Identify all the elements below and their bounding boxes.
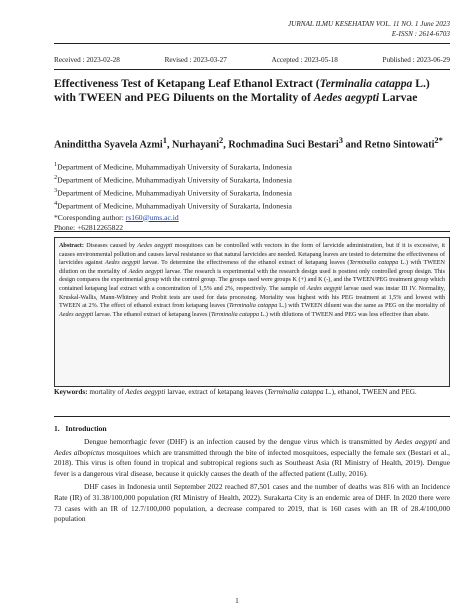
paragraph [54, 437, 450, 479]
author-name: and Retno Sintowati [343, 139, 435, 151]
submission-dates [54, 56, 450, 64]
affiliation-text: Department of Medicine, Muhammadiyah University of Surakarta, Indonesia [57, 201, 292, 211]
title-text: L.) with TWEEN and PEG Diluents on the Mortality of [54, 77, 430, 104]
affiliation-line [54, 186, 446, 199]
author-sup: 3 [338, 135, 343, 145]
title-species: Terminalia catappa [319, 77, 413, 90]
journal-volume: JURNAL ILMU KESEHATAN VOL. 11 NO. 1 June 2023 [287, 20, 450, 28]
affiliation-line [54, 160, 446, 173]
title-text: Effectiveness Test of Ketapang Leaf Ethanol Extract ( [54, 77, 320, 90]
affiliation-sup: 1 [54, 161, 58, 168]
keywords-label: Keywords: [54, 388, 88, 396]
abstract-span: L.) with TWEEN diluent was the same as PEG on the mortality of [277, 303, 445, 310]
abstract-text [59, 242, 445, 319]
author-sup: 2 [219, 135, 224, 145]
dates-rule [54, 69, 450, 70]
abstract-species: Aedes aegypti [128, 268, 164, 275]
keyword-span: mortality of [87, 388, 126, 396]
affil-rule [54, 231, 450, 232]
keywords-rule [54, 416, 450, 417]
date-accepted: Accepted : 2023-05-18 [271, 56, 338, 64]
abstract-species: Aedes aegypti [104, 260, 141, 267]
affiliation-line [54, 199, 446, 212]
paper-title [54, 77, 446, 105]
abstract-species: Aedes aegypti [59, 311, 94, 318]
body-species: Aedes aegypti [394, 437, 437, 446]
abstract-box [54, 237, 450, 387]
abstract-span: L.) with dilutions of TWEEN and PEG was less effective than abate. [259, 311, 430, 318]
paragraph: DHF cases in Indonesia until September 2022 reached 87,501 cases and the number of deaths was 816 with an Incidence Rate (IR) of 31.38/100,000 population (RI Ministry of Health, 2022). Surakarta City is an endemic area of DHF. In 2020 there were 73 cases with an IR of 12.7/100,000 population, a decrease compared to 2019, that is 160 cases with an IR of 28.4/100,000 population [54, 482, 450, 524]
email-link[interactable]: rs160@ums.ac.id [125, 212, 179, 222]
abstract-label: Abstract: [59, 243, 84, 249]
author-name: , Rochmadina Suci Bestari [223, 139, 339, 151]
body-span: and [436, 437, 451, 446]
header-rule [54, 43, 450, 44]
abstract-species: Aedes aegypti [137, 243, 173, 249]
affiliation-text: Department of Medicine, Muhammadiyah University of Surakarta, Indonesia [57, 162, 292, 172]
abstract-species: Terminalia catappa [229, 303, 278, 310]
body-span: Dengue hemorrhagic fever (DHF) is an infection caused by the dengue virus which is transmitted by [84, 437, 395, 446]
keyword-species: Terminalia catappa [267, 388, 324, 396]
abstract-span: larvae. The research is experimental with the research design used is posttest only controlled group design. This design compares the experimental group with the control group. The groups used were groups K (+) and K (-), and the TWEEN/PEG treatment group which contained ketapang leaf extract with a concentration of 1,5% and 2%, respectively. The sample of [59, 268, 445, 292]
journal-issn: E-ISSN : 2614-6703 [391, 29, 450, 38]
affiliation-sup: 3 [54, 187, 58, 195]
author-sup: 2* [434, 135, 443, 145]
abstract-span: larvae. The ethanol extract of ketapang leaves ( [93, 311, 211, 318]
phone-line: Phone: +62812265822 [54, 223, 124, 233]
title-text: Larvae [379, 91, 418, 104]
abstract-span: mosquitoes can be controlled with vectors in the form of larvicide administration, but if it is excessive, it causes environmental pollution and causes larval resistance so that natural larvicides are needed. Ketapang leaves are tested to determine the effectiveness of larvicides against [59, 243, 445, 267]
corresponding-author [54, 213, 446, 224]
affiliation-text: Department of Medicine, Muhammadiyah University of Surakarta, Indonesia [57, 188, 292, 198]
keyword-span: larvae, extract of ketapang leaves ( [165, 388, 268, 396]
date-received: Received : 2023-02-28 [54, 56, 120, 64]
keywords [54, 387, 450, 397]
journal-header [288, 20, 450, 39]
abstract-species: Terminalia catappa [349, 260, 399, 267]
abstract-span: larvae. To determine the effectiveness of the ethanol extract of ketapang leaves ( [140, 260, 350, 267]
abstract-span: larvae used was instar III IV. Normality, Kruskal-Wallis, Mann-Whitney and Probit tests are used for data processing. Mortality was highest with his PEG treatment at 1,5% and lowest with TWEEN at 2%. The effect of ethanol extract from ketapang leaves ( [59, 285, 445, 310]
abstract-species: Aedes aegypti [307, 285, 342, 292]
author-name: , Nurhayani [166, 139, 220, 151]
affiliation-text: Department of Medicine, Muhammadiyah University of Surakarta, Indonesia [57, 175, 292, 185]
author-sup: 1 [162, 135, 167, 145]
author-name: Anindittha Syavela Azmi [54, 139, 163, 151]
abstract-span: Diseases caused by [83, 243, 138, 249]
affiliations [54, 160, 446, 234]
title-species: Aedes aegypti [313, 91, 380, 104]
body-species: Aedes albopictus [54, 447, 105, 457]
section-heading: 1. Introduction [54, 424, 107, 433]
affiliation-sup: 2 [54, 174, 58, 182]
affiliation-line [54, 173, 446, 186]
abstract-span: L.) with TWEEN dilution on the mortality of [59, 260, 445, 275]
corresponding-label: *Coresponding author: [54, 212, 126, 222]
keyword-species: Aedes aegypti [125, 388, 166, 396]
abstract-species: Terminalia catappa [210, 311, 260, 318]
date-published: Published : 2023-06-29 [382, 56, 450, 64]
body-span: mosquitoes which are transmitted through the bite of infected mosquitoes, especially the female sex (Bestari et al., 2018). This virus is often found in tropical and subtropical regions such as Southeast Asia (RI Ministry of Health, 2019). Dengue fever is a dangerous viral disease, because it quickly causes the death of the affected patient (Lully, 2016). [54, 447, 450, 478]
body-text [54, 437, 450, 528]
page-number: 1 [235, 596, 239, 605]
keyword-span: L.), ethanol, TWEEN and PEG. [323, 388, 417, 396]
affiliation-sup: 4 [54, 200, 58, 208]
date-revised: Revised : 2023-03-27 [164, 56, 227, 64]
author-list [54, 134, 446, 152]
